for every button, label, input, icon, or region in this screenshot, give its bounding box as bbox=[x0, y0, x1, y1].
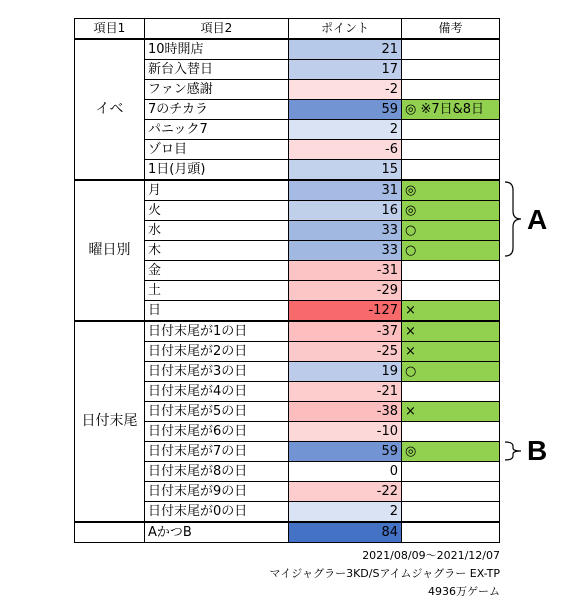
point-cell: 84 bbox=[289, 522, 402, 543]
memo-cell bbox=[402, 160, 500, 181]
memo-cell: × bbox=[402, 402, 500, 422]
memo-cell: ○ bbox=[402, 241, 500, 261]
memo-cell bbox=[402, 281, 500, 301]
item-cell: 日付末尾が3の日 bbox=[145, 362, 289, 382]
group-label: イベ bbox=[75, 39, 145, 180]
point-cell: 33 bbox=[289, 241, 402, 261]
footer-period: 2021/08/09～2021/12/07 bbox=[362, 549, 500, 562]
item-cell: 土 bbox=[145, 281, 289, 301]
memo-cell bbox=[402, 60, 500, 80]
item-cell: 火 bbox=[145, 201, 289, 221]
item-cell: ファン感謝 bbox=[145, 80, 289, 100]
memo-cell bbox=[402, 261, 500, 281]
memo-cell bbox=[402, 462, 500, 482]
footer-machines: マイジャグラー3KD/Sアイムジャグラー EX-TP bbox=[269, 567, 500, 580]
memo-cell bbox=[402, 422, 500, 442]
item-cell: 金 bbox=[145, 261, 289, 281]
item-cell: 日付末尾が5の日 bbox=[145, 402, 289, 422]
item-cell: 日付末尾が0の日 bbox=[145, 502, 289, 523]
item-cell: 1日(月頭) bbox=[145, 160, 289, 181]
group-label: 曜日別 bbox=[75, 180, 145, 321]
item-cell: 日付末尾が8の日 bbox=[145, 462, 289, 482]
memo-cell: × bbox=[402, 321, 500, 342]
point-cell: -22 bbox=[289, 482, 402, 502]
point-cell: 19 bbox=[289, 362, 402, 382]
table-row bbox=[75, 180, 500, 201]
point-cell: 59 bbox=[289, 442, 402, 462]
memo-cell bbox=[402, 39, 500, 60]
brace-a-icon bbox=[503, 180, 527, 258]
item-cell: 日付末尾が6の日 bbox=[145, 422, 289, 442]
memo-cell: ◎ ※7日&8日 bbox=[402, 100, 500, 120]
point-cell: 16 bbox=[289, 201, 402, 221]
item-cell: 日付末尾が4の日 bbox=[145, 382, 289, 402]
label-a: A bbox=[527, 204, 548, 235]
column-header: ポイント bbox=[289, 19, 402, 40]
point-cell: -25 bbox=[289, 342, 402, 362]
memo-cell bbox=[402, 522, 500, 543]
point-cell: 31 bbox=[289, 180, 402, 201]
table-row bbox=[75, 39, 500, 60]
memo-cell bbox=[402, 502, 500, 523]
item-cell: 水 bbox=[145, 221, 289, 241]
point-cell: -21 bbox=[289, 382, 402, 402]
item-cell: 新台入替日 bbox=[145, 60, 289, 80]
memo-cell bbox=[402, 80, 500, 100]
item-cell: 日付末尾が2の日 bbox=[145, 342, 289, 362]
item-cell: 日 bbox=[145, 301, 289, 322]
item-cell: パニック7 bbox=[145, 120, 289, 140]
group-label: 日付末尾 bbox=[75, 321, 145, 522]
table-row bbox=[75, 522, 500, 543]
item-cell: 10時開店 bbox=[145, 39, 289, 60]
point-cell: 59 bbox=[289, 100, 402, 120]
item-cell: AかつB bbox=[145, 522, 289, 543]
point-cell: 21 bbox=[289, 39, 402, 60]
item-cell: 日付末尾が1の日 bbox=[145, 321, 289, 342]
footer-games: 4936万ゲーム bbox=[428, 585, 500, 598]
column-header: 項目1 bbox=[75, 19, 145, 40]
point-cell: -127 bbox=[289, 301, 402, 322]
item-cell: 日付末尾が7の日 bbox=[145, 442, 289, 462]
memo-cell: ◎ bbox=[402, 180, 500, 201]
point-cell: 15 bbox=[289, 160, 402, 181]
memo-cell: ○ bbox=[402, 221, 500, 241]
label-b: B bbox=[527, 435, 548, 466]
memo-cell: × bbox=[402, 342, 500, 362]
points-table bbox=[74, 18, 500, 543]
item-cell: 日付末尾が9の日 bbox=[145, 482, 289, 502]
item-cell: ゾロ目 bbox=[145, 140, 289, 160]
memo-cell: ○ bbox=[402, 362, 500, 382]
memo-cell bbox=[402, 140, 500, 160]
memo-cell: ◎ bbox=[402, 442, 500, 462]
point-cell: -6 bbox=[289, 140, 402, 160]
point-cell: 17 bbox=[289, 60, 402, 80]
group-label bbox=[75, 522, 145, 543]
point-cell: 33 bbox=[289, 221, 402, 241]
point-cell: -31 bbox=[289, 261, 402, 281]
memo-cell bbox=[402, 120, 500, 140]
memo-cell: × bbox=[402, 301, 500, 322]
point-cell: -10 bbox=[289, 422, 402, 442]
brace-b-icon bbox=[503, 440, 527, 462]
point-cell: -37 bbox=[289, 321, 402, 342]
point-cell: -38 bbox=[289, 402, 402, 422]
point-cell: 0 bbox=[289, 462, 402, 482]
point-cell: 2 bbox=[289, 502, 402, 523]
item-cell: 月 bbox=[145, 180, 289, 201]
item-cell: 木 bbox=[145, 241, 289, 261]
item-cell: 7のチカラ bbox=[145, 100, 289, 120]
table-row bbox=[75, 321, 500, 342]
column-header: 備考 bbox=[402, 19, 500, 40]
memo-cell bbox=[402, 482, 500, 502]
point-cell: -29 bbox=[289, 281, 402, 301]
header-row bbox=[75, 19, 500, 40]
memo-cell: ◎ bbox=[402, 201, 500, 221]
point-cell: 2 bbox=[289, 120, 402, 140]
column-header: 項目2 bbox=[145, 19, 289, 40]
point-cell: -2 bbox=[289, 80, 402, 100]
memo-cell bbox=[402, 382, 500, 402]
